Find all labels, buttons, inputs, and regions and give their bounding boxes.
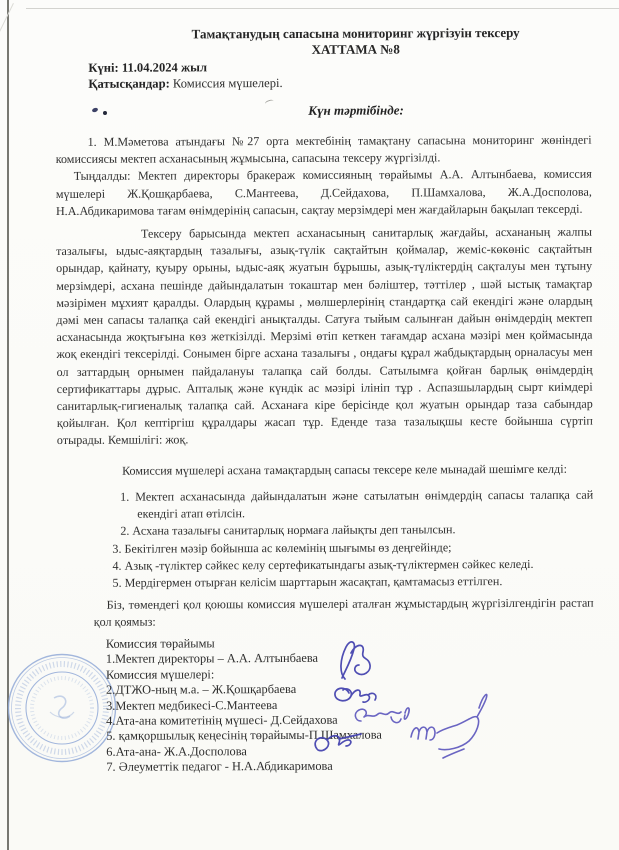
- signatory-line: 2.ДТЖО-ның м.а. – Ж.Қошқарбаева: [105, 682, 297, 698]
- signatory-line: 1.Мектеп директоры – А.А. Алтынбаева: [105, 651, 319, 667]
- paragraph-intro: 1. М.Мәметова атындағы №27 орта мектебінің тамақтану сапасына мониторинг жөніндегі комиссиясы мектеп асханасының жұмысына, сапасына тексеру жүргізілді.: [55, 132, 592, 167]
- signatory-line: 4.Ата-ана комитетінің мүшесі- Д.Сейдахова: [106, 712, 338, 728]
- chair-heading: Комиссия төрайымы: [105, 636, 215, 651]
- document-title: [120, 25, 591, 59]
- decision-item: 2. Асхана тазалығы санитарлық нормаға лайықты деп танылсын.: [120, 522, 456, 539]
- signature-qoshqarbaeva: [335, 688, 376, 702]
- closing-paragraph: Біз, төмендегі қол қоюшы комиссия мүшелері аталған жұмыстардың жүргізілгендігін растап қол қоямыз:: [93, 595, 594, 629]
- participants-value: Комиссия мүшелері.: [172, 75, 283, 90]
- document-meta: [88, 59, 591, 92]
- decision-item: 3. Бекітілген мәзір бойынша ас көлемінің шығымы өз деңгейінде;: [112, 540, 452, 556]
- signatory-line: 7. Әлеуметтік педагог - Н.А.Абдикаримова: [106, 759, 333, 775]
- agenda-heading: Күн тәртібінде:: [308, 102, 404, 118]
- signature-seydakhova: [355, 708, 409, 723]
- decision-list: [57, 487, 593, 593]
- title-line-1: Тамақтанудың сапасына мониторинг жүргізуін тексеру: [191, 24, 520, 42]
- signature-shamkhalova: [411, 694, 487, 758]
- signature-dospolova: [315, 734, 361, 751]
- title-line-2: ХАТТАМА №8: [311, 41, 400, 57]
- paragraph-inspection: Тексеру барысында мектеп асханасының санитарлық жағдайы, асхананың жалпы тазалығы, ыдыс-аяқтардың тазалығы, азық-түлік сақтайтын қоймалар, жеміс-көкөніс сақтайтын орындар, қайнату, қуыру орыны, ыдыс-аяқ жуатын бұрышы, азық-түліктердің сақталуы мен тұтыну мерзімдері, асхана пешінде дайындалатын токаштар мен бәліштер, тәттілер , шәй ыстық тамақтар мәзірімен мұхият қаралды. Олардың құрамы , мөлшерлерінің стандартқа сай екендігі және олардың дәмі мен сапасы талапқа сай екендігі анықталды. Сатуға тыйым салынған дайын өнімдердің мектеп асханасында жоқтығына көз жеткізілді. Мерзімі өтіп кеткен тағамдар асхана мәзірі мен қоймасында жоқ екендігі тексерілді. Сонымен бірге асхана тазалығы , ондағы құрал жабдықтардың орналасуы мен ол заттардың орнымен пайдалануы талапқа сай болды. Сатылымға қойған барлық өнімдердің сертификаттары дұрыс. Апталық және күндік ас мәзірі ілініп тұр . Аспазшылардың сырт киімдері санитарлық-гигиеналық талапқа сай. Асханаға кіре берісінде қол жуатын орындар таза сабындар қойылған. Қол кептіргіш құралдары жасап тұр. Еденде таза тазалықшы кесте бойынша сүртіп отырады. Кемшілігі: жоқ.: [56, 224, 593, 448]
- signatory-line: 6.Ата-ана- Ж.А.Досполова: [106, 744, 247, 759]
- decision-item: 5. Мердігермен отырған келісім шарттарын жасақтап, қамтамасыз еттілген.: [112, 574, 503, 591]
- decision-item: 4. Азық -түліктер сәйкес келу сертефикатындагы азық-түліктермен сәйкес келеді.: [112, 556, 534, 573]
- signatory-line: 3.Мектеп медбикесі-С.Мантеева: [106, 697, 278, 713]
- participants-line: [88, 74, 591, 92]
- paragraph-heard: Тыңдалды: Мектеп директоры бракераж комиссияның төрайымы А.А. Алтынбаева, комиссия мүшелері Ж.Қошқарбаева, С.Мантеева, Д.Сейдахова, П.Шамхалова, Ж.А.Досполова, Н.А.Абдикаримова тағам өнімдерінің сапасын, сақтау мерзімдері мен жағдайларын бақылап тексерді.: [55, 167, 592, 218]
- signatory-line: Комиссия мүшелері:: [105, 667, 215, 682]
- paragraph-decision-intro: Комиссия мүшелері асхана тамақтардың сапасы тексере келе мынадай шешімге келді:: [122, 461, 567, 478]
- signatory-line: 5. қамқоршылық кеңесінің төрайымы-П.Шамхалова: [106, 728, 382, 744]
- date-label: Күні:: [88, 60, 119, 75]
- participants-label: Қатысқандар:: [88, 76, 170, 91]
- decision-item: 1. Мектеп асханасында дайындалатын және сатылатын өнімдердің сапасы талапқа сай екендігі атап өтілсін.: [120, 487, 594, 521]
- date-value: 11.04.2024 жыл: [121, 60, 208, 75]
- signature-altynbaeva: [341, 642, 370, 679]
- handwritten-signatures: [293, 633, 513, 773]
